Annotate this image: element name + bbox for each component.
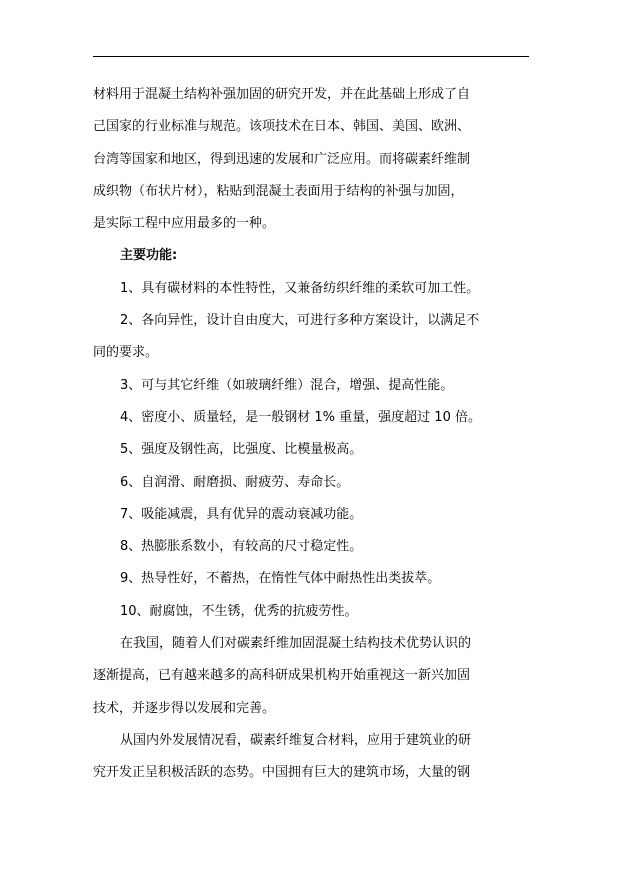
- body-line: 究开发正呈积极活跃的态势。中国拥有巨大的建筑市场，大量的钢: [93, 765, 471, 781]
- feature-item-6: 6、自润滑、耐磨损、耐疲劳、寿命长。: [120, 474, 350, 490]
- body-line: 台湾等国家和地区，得到迅速的发展和广泛应用。而将碳素纤维制: [93, 151, 471, 167]
- feature-item-9: 9、热导性好，不蓄热，在惰性气体中耐热性出类拔萃。: [120, 571, 441, 587]
- body-line: 己国家的行业标准与规范。该项技术在日本、韩国、美国、欧洲、: [93, 119, 471, 135]
- body-line: 是实际工程中应用最多的一种。: [93, 216, 276, 232]
- feature-item-2: 2、各向异性，设计自由度大，可进行多种方案设计，以满足不: [120, 313, 480, 329]
- body-line: 在我国，随着人们对碳素纤维加固混凝土结构技术优势认识的: [120, 636, 472, 652]
- feature-item-4: 4、密度小、质量轻，是一般钢材 1% 重量，强度超过 10 倍。: [120, 409, 481, 425]
- body-line: 技术，并逐步得以发展和完善。: [93, 700, 276, 716]
- feature-item-8: 8、热膨胀系数小，有较高的尺寸稳定性。: [120, 539, 363, 555]
- body-line: 成织物（布状片材），粘贴到混凝土表面用于结构的补强与加固，: [93, 183, 464, 199]
- header-rule: [93, 56, 529, 57]
- body-line: 逐渐提高，已有越来越多的高科研成果机构开始重视这一新兴加固: [93, 668, 471, 684]
- feature-item-3: 3、可与其它纤维（如玻璃纤维）混合，增强、提高性能。: [120, 377, 454, 393]
- section-heading: 主要功能:: [120, 248, 178, 264]
- document-body: [93, 79, 529, 790]
- feature-item-2-continuation: 同的要求。: [93, 345, 159, 361]
- body-line: 材料用于混凝土结构补强加固的研究开发，并在此基础上形成了自: [93, 87, 471, 102]
- feature-item-7: 7、吸能减震，具有优异的震动衰减功能。: [120, 506, 363, 522]
- feature-item-5: 5、强度及钢性高，比强度、比模量极高。: [120, 442, 363, 458]
- feature-item-1: 1、具有碳材料的本性特性，又兼备纺织纤维的柔软可加工性。: [120, 280, 480, 296]
- feature-item-10: 10、耐腐蚀，不生锈，优秀的抗疲劳性。: [120, 603, 358, 619]
- body-line: 从国内外发展情况看，碳素纤维复合材料，应用于建筑业的研: [120, 732, 472, 748]
